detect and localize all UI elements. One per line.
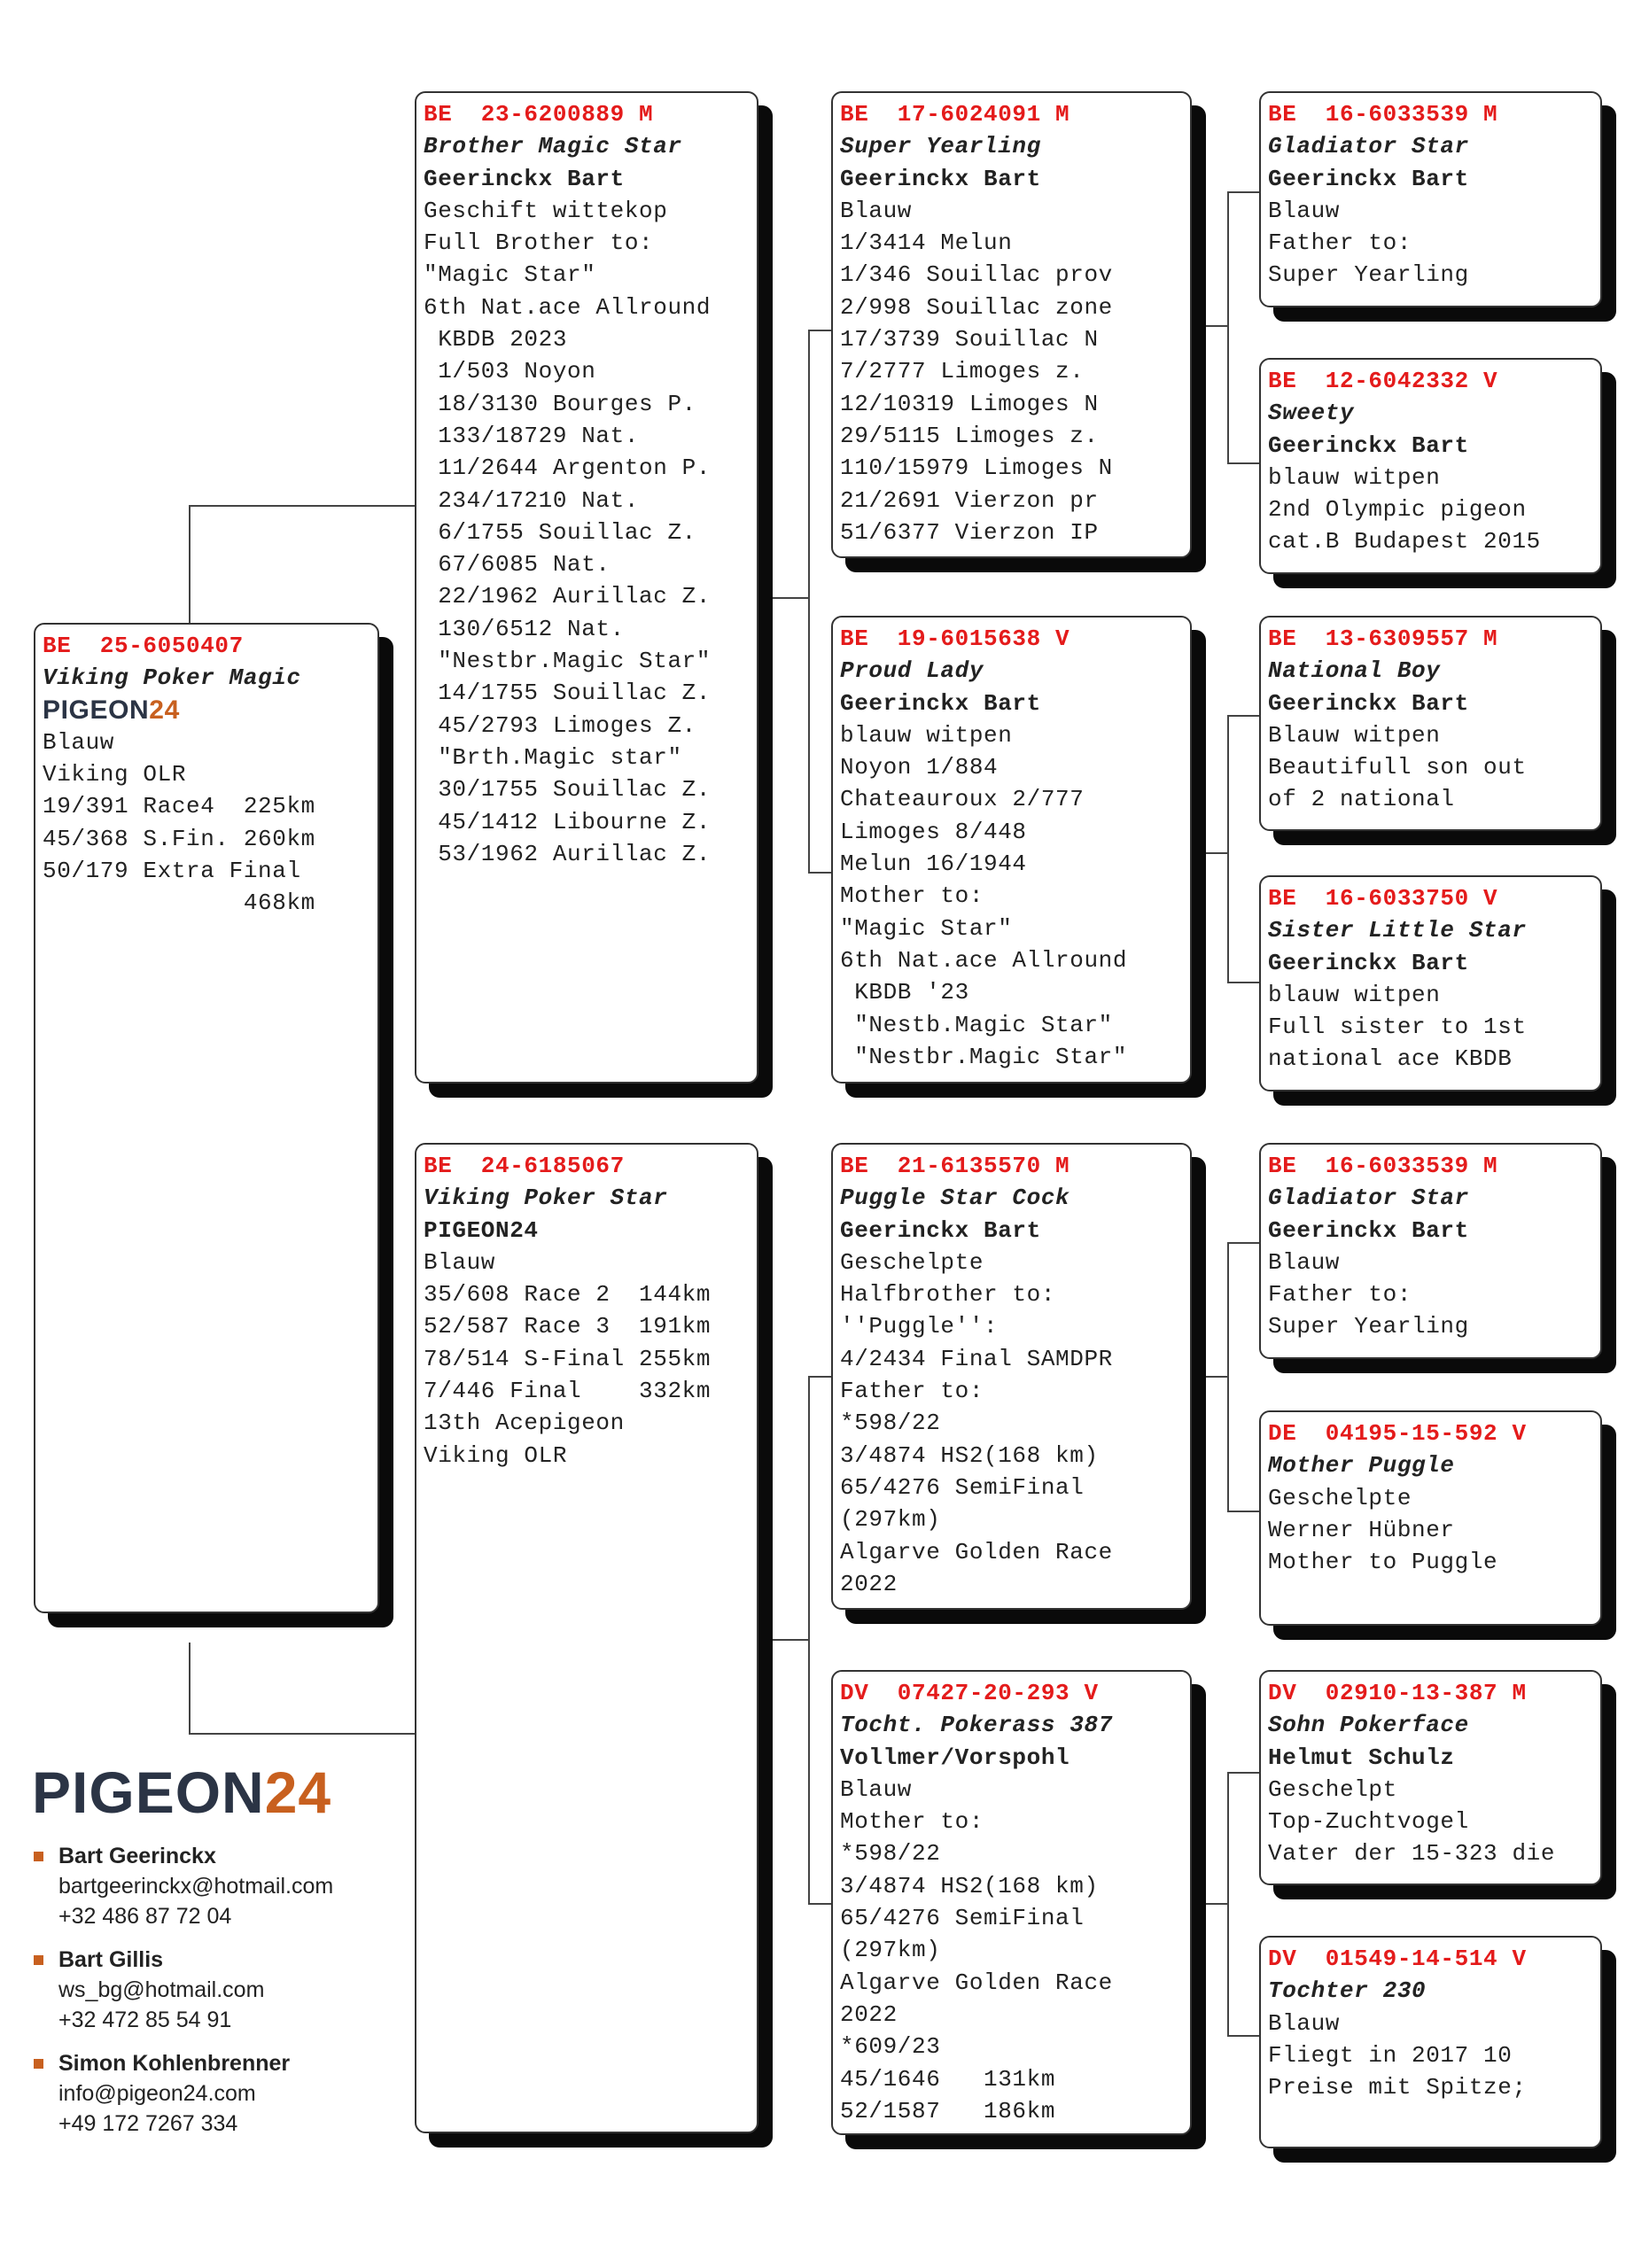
- pedigree-note: 19/391 Race4 225km: [43, 793, 315, 820]
- pedigree-note: Top-Zuchtvogel: [1268, 1808, 1469, 1836]
- pedigree-note: 17/3739 Souillac N: [840, 326, 1099, 353]
- ring-number: BE 19-6015638 V: [840, 625, 1070, 652]
- pedigree-note: KBDB '23: [840, 979, 969, 1006]
- pedigree-note: ''Puggle'':: [840, 1313, 999, 1340]
- ring-number: DE 04195-15-592 V: [1268, 1420, 1527, 1447]
- connector-line: [808, 872, 831, 874]
- pigeon-name: Sohn Pokerface: [1268, 1712, 1469, 1739]
- pedigree-note: 22/1962 Aurillac Z.: [424, 583, 712, 610]
- contact-phone: +32 486 87 72 04: [58, 1904, 232, 1929]
- owner-name: Geerinckx Bart: [1268, 1216, 1469, 1244]
- connector-line: [808, 330, 831, 331]
- connector-line: [808, 330, 810, 872]
- connector-line: [1227, 1511, 1259, 1512]
- pedigree-note: 30/1755 Souillac Z.: [424, 776, 712, 804]
- pedigree-note: 12/10319 Limoges N: [840, 390, 1099, 417]
- pedigree-note: Father to:: [840, 1378, 984, 1405]
- pedigree-note: Blauw: [424, 1248, 496, 1276]
- pedigree-note: 6/1755 Souillac Z.: [424, 518, 696, 546]
- connector-line: [1227, 1242, 1259, 1244]
- pedigree-note: 1/503 Noyon: [424, 358, 596, 385]
- pigeon-name: National Boy: [1268, 657, 1441, 685]
- pedigree-note: 45/368 S.Fin. 260km: [43, 825, 315, 852]
- brand-part-2: 24: [149, 695, 180, 725]
- pedigree-note: 11/2644 Argenton P.: [424, 454, 712, 482]
- connector-line: [758, 1639, 808, 1641]
- contact-email[interactable]: info@pigeon24.com: [58, 2081, 256, 2106]
- brand-part-1: PIGEON: [43, 695, 150, 725]
- connector-line: [1227, 1242, 1229, 1511]
- pedigree-note: Geschelpt: [1268, 1775, 1397, 1803]
- pedigree-note: 45/2793 Limoges Z.: [424, 711, 696, 739]
- contact-entry: [34, 2048, 290, 2139]
- pigeon-name: Viking Poker Magic: [43, 664, 301, 692]
- pedigree-note: Algarve Golden Race: [840, 1538, 1113, 1565]
- pedigree-note: 2022: [840, 1570, 898, 1597]
- pedigree-note: (297km): [840, 1937, 941, 1964]
- pedigree-note: 21/2691 Vierzon pr: [840, 486, 1099, 514]
- ring-number: BE 12-6042332 V: [1268, 368, 1498, 394]
- owner-name: Geerinckx Bart: [424, 165, 625, 192]
- pedigree-note: 2/998 Souillac zone: [840, 293, 1113, 321]
- ring-number: DV 02910-13-387 M: [1268, 1680, 1527, 1706]
- contact-entry: [34, 1841, 333, 1931]
- owner-name: Geerinckx Bart: [1268, 689, 1469, 717]
- connector-line: [808, 1903, 831, 1905]
- great-grandparent-card-mfm: [1259, 1410, 1602, 1626]
- contact-phone: +49 172 7267 334: [58, 2111, 238, 2136]
- pedigree-note: Melun 16/1944: [840, 850, 1027, 878]
- pedigree-note: blauw witpen: [1268, 981, 1441, 1008]
- pedigree-note: 468km: [43, 889, 315, 917]
- pedigree-note: *598/22: [840, 1840, 941, 1868]
- pedigree-note: 13th Acepigeon: [424, 1410, 625, 1437]
- contact-email[interactable]: bartgeerinckx@hotmail.com: [58, 1874, 334, 1899]
- pedigree-note: 18/3130 Bourges P.: [424, 390, 696, 417]
- owner-brand: [43, 695, 377, 726]
- ring-number: BE 23-6200889 M: [424, 101, 654, 128]
- subject-pigeon-card: [34, 623, 379, 1613]
- pedigree-note: "Nestbr.Magic Star": [840, 1043, 1128, 1070]
- pedigree-note: 110/15979 Limoges N: [840, 454, 1113, 482]
- pedigree-note: 53/1962 Aurillac Z.: [424, 840, 712, 867]
- pedigree-note: KBDB 2023: [424, 326, 568, 353]
- pedigree-note: 67/6085 Nat.: [424, 551, 611, 579]
- pedigree-note: 2nd Olympic pigeon: [1268, 496, 1527, 524]
- connector-line: [1227, 2035, 1259, 2037]
- connector-line: [189, 1733, 419, 1735]
- brand-logo: [32, 1761, 331, 1823]
- pedigree-note: *598/22: [840, 1410, 941, 1437]
- pedigree-note: 78/514 S-Final 255km: [424, 1345, 712, 1372]
- pedigree-note: 3/4874 HS2(168 km): [840, 1872, 1099, 1899]
- pigeon-name: Proud Lady: [840, 657, 984, 685]
- owner-name: Geerinckx Bart: [1268, 949, 1469, 976]
- pedigree-note: Father to:: [1268, 1281, 1412, 1309]
- pigeon-name: Sister Little Star: [1268, 917, 1527, 944]
- pedigree-note: Mother to:: [840, 882, 984, 910]
- pedigree-note: Beautifull son out: [1268, 754, 1527, 781]
- bullet-icon: [34, 1955, 43, 1965]
- pigeon-name: Mother Puggle: [1268, 1452, 1455, 1480]
- pedigree-note: Viking OLR: [424, 1441, 568, 1469]
- pedigree-note: cat.B Budapest 2015: [1268, 528, 1541, 555]
- pedigree-note: Blauw: [1268, 1248, 1341, 1276]
- pedigree-note: Viking OLR: [43, 761, 187, 788]
- pedigree-note: 234/17210 Nat.: [424, 486, 640, 514]
- pedigree-note: 130/6512 Nat.: [424, 615, 625, 642]
- pedigree-note: Fliegt in 2017 10: [1268, 2041, 1513, 2069]
- pedigree-note: Blauw: [1268, 2009, 1341, 2037]
- connector-line: [189, 505, 419, 507]
- owner-name: Geerinckx Bart: [1268, 165, 1469, 192]
- pigeon-name: Super Yearling: [840, 133, 1041, 160]
- pedigree-note: of 2 national: [1268, 786, 1455, 813]
- pedigree-note: "Brth.Magic star": [424, 743, 682, 771]
- pedigree-note: Chateauroux 2/777: [840, 786, 1085, 813]
- connector-line: [1192, 1903, 1227, 1905]
- ring-number: DV 07427-20-293 V: [840, 1680, 1099, 1706]
- pedigree-note: Geschift wittekop: [424, 197, 668, 224]
- contact-name: Simon Kohlenbrenner: [58, 2051, 291, 2076]
- ring-number: BE 17-6024091 M: [840, 101, 1070, 128]
- contact-entry: [34, 1945, 264, 2035]
- pedigree-note: Blauw: [1268, 197, 1341, 224]
- connector-line: [1227, 191, 1229, 462]
- connector-line: [189, 505, 191, 625]
- pigeon-name: Brother Magic Star: [424, 133, 682, 160]
- connector-line: [1227, 982, 1259, 983]
- pedigree-note: 1/3414 Melun: [840, 229, 1013, 257]
- pedigree-note: national ace KBDB: [1268, 1045, 1513, 1073]
- owner-name: PIGEON24: [424, 1216, 539, 1244]
- pedigree-note: Blauw: [840, 1775, 913, 1803]
- pedigree-note: 29/5115 Limoges z.: [840, 422, 1099, 449]
- pedigree-note: Full Brother to:: [424, 229, 654, 257]
- great-grandparent-card-ffm: [1259, 358, 1602, 574]
- pigeon-name: Gladiator Star: [1268, 133, 1469, 160]
- pigeon-name: Puggle Star Cock: [840, 1184, 1070, 1212]
- pedigree-note: 1/346 Souillac prov: [840, 261, 1113, 289]
- pedigree-note: 45/1412 Libourne Z.: [424, 808, 712, 835]
- pigeon-name: Tocht. Pokerass 387: [840, 1712, 1113, 1739]
- bullet-icon: [34, 1852, 43, 1861]
- pigeon-name: Sweety: [1268, 400, 1355, 427]
- father-card: [415, 91, 758, 1084]
- pedigree-note: Noyon 1/884: [840, 754, 999, 781]
- pedigree-note: 51/6377 Vierzon IP: [840, 518, 1099, 546]
- owner-name: Helmut Schulz: [1268, 1744, 1455, 1771]
- ring-number: BE 16-6033539 M: [1268, 101, 1498, 128]
- paternal-grandfather-card: [831, 91, 1192, 558]
- pedigree-note: "Nestb.Magic Star": [840, 1011, 1113, 1038]
- pedigree-note: Halfbrother to:: [840, 1281, 1056, 1309]
- great-grandparent-card-fmm: [1259, 875, 1602, 1091]
- great-grandparent-card-fmf: [1259, 616, 1602, 831]
- owner-name: Geerinckx Bart: [840, 1216, 1041, 1244]
- pedigree-note: Preise mit Spitze;: [1268, 2074, 1527, 2101]
- pedigree-note: 52/1587 186km: [840, 2097, 1056, 2124]
- pedigree-note: Super Yearling: [1268, 1313, 1469, 1340]
- pedigree-note: Limoges 8/448: [840, 818, 1027, 845]
- connector-line: [1227, 715, 1259, 717]
- pedigree-note: Geschelpte: [1268, 1484, 1412, 1511]
- maternal-grandfather-card: [831, 1143, 1192, 1610]
- connector-line: [808, 1376, 810, 1903]
- owner-name: Geerinckx Bart: [840, 165, 1041, 192]
- mother-card: [415, 1143, 758, 2133]
- ring-number: BE 24-6185067: [424, 1153, 625, 1179]
- pedigree-note: 65/4276 SemiFinal: [840, 1905, 1085, 1932]
- pedigree-note: Blauw: [43, 728, 115, 756]
- ring-number: BE 16-6033539 M: [1268, 1153, 1498, 1179]
- pigeon-name: Gladiator Star: [1268, 1184, 1469, 1212]
- contact-name: Bart Gillis: [58, 1947, 164, 1972]
- ring-number: BE 16-6033750 V: [1268, 885, 1498, 912]
- great-grandparent-card-mmm: [1259, 1936, 1602, 2148]
- ring-number: BE 21-6135570 M: [840, 1153, 1070, 1179]
- pedigree-note: blauw witpen: [840, 721, 1013, 749]
- pedigree-note: 3/4874 HS2(168 km): [840, 1441, 1099, 1469]
- connector-line: [1227, 1772, 1229, 2035]
- great-grandparent-card-mff: [1259, 1143, 1602, 1359]
- great-grandparent-card-fff: [1259, 91, 1602, 307]
- connector-line: [1192, 852, 1227, 854]
- pedigree-note: 52/587 Race 3 191km: [424, 1313, 712, 1340]
- pedigree-note: 4/2434 Final SAMDPR: [840, 1345, 1113, 1372]
- owner-name: Vollmer/Vorspohl: [840, 1744, 1070, 1771]
- pedigree-note: 133/18729 Nat.: [424, 422, 640, 449]
- pedigree-note: 2022: [840, 2000, 898, 2028]
- ring-number: BE 25-6050407: [43, 633, 244, 659]
- contact-phone: +32 472 85 54 91: [58, 2008, 232, 2032]
- pedigree-note: Full sister to 1st: [1268, 1014, 1527, 1041]
- connector-line: [808, 1376, 831, 1378]
- pedigree-note: "Magic Star": [840, 914, 1013, 942]
- pedigree-note: Mother to:: [840, 1808, 984, 1836]
- contact-email[interactable]: ws_bg@hotmail.com: [58, 1977, 265, 2002]
- pedigree-note: (297km): [840, 1506, 941, 1534]
- logo-part-2: 24: [264, 1759, 332, 1825]
- pedigree-note: Geschelpte: [840, 1248, 984, 1276]
- contact-name: Bart Geerinckx: [58, 1844, 216, 1868]
- owner-name: Geerinckx Bart: [840, 689, 1041, 717]
- pedigree-note: Algarve Golden Race: [840, 1969, 1113, 1996]
- connector-line: [1227, 715, 1229, 982]
- pedigree-note: Werner Hübner: [1268, 1516, 1455, 1543]
- pedigree-note: 35/608 Race 2 144km: [424, 1281, 712, 1309]
- pedigree-note: Vater der 15-323 die: [1268, 1840, 1556, 1868]
- pedigree-note: *609/23: [840, 2033, 941, 2061]
- pedigree-note: Blauw: [840, 197, 913, 224]
- connector-line: [1227, 1772, 1259, 1774]
- ring-number: BE 13-6309557 M: [1268, 625, 1498, 652]
- connector-line: [1227, 462, 1259, 464]
- pedigree-note: 65/4276 SemiFinal: [840, 1473, 1085, 1501]
- pedigree-note: 7/2777 Limoges z.: [840, 358, 1085, 385]
- bullet-icon: [34, 2059, 43, 2069]
- connector-line: [1192, 325, 1227, 327]
- paternal-grandmother-card: [831, 616, 1192, 1084]
- pedigree-note: Mother to Puggle: [1268, 1549, 1498, 1576]
- pedigree-note: 50/179 Extra Final: [43, 858, 301, 885]
- owner-name: Geerinckx Bart: [1268, 431, 1469, 459]
- connector-line: [1192, 1376, 1227, 1378]
- pedigree-note: Father to:: [1268, 229, 1412, 257]
- pedigree-note: blauw witpen: [1268, 463, 1441, 491]
- pedigree-note: "Magic Star": [424, 261, 596, 289]
- pedigree-note: "Nestbr.Magic Star": [424, 648, 712, 675]
- connector-line: [758, 597, 808, 599]
- ring-number: DV 01549-14-514 V: [1268, 1946, 1527, 1972]
- great-grandparent-card-mmf: [1259, 1670, 1602, 1885]
- pedigree-note: 45/1646 131km: [840, 2065, 1056, 2093]
- pigeon-name: Tochter 230: [1268, 1977, 1427, 2005]
- pigeon-name: Viking Poker Star: [424, 1184, 668, 1212]
- pedigree-note: Blauw witpen: [1268, 721, 1441, 749]
- pedigree-note: 7/446 Final 332km: [424, 1378, 712, 1405]
- connector-line: [189, 1643, 191, 1733]
- pedigree-note: 6th Nat.ace Allround: [840, 946, 1128, 974]
- pedigree-note: 6th Nat.ace Allround: [424, 293, 712, 321]
- maternal-grandmother-card: [831, 1670, 1192, 2135]
- logo-part-1: PIGEON: [32, 1759, 265, 1825]
- connector-line: [1227, 191, 1259, 193]
- pedigree-note: 14/1755 Souillac Z.: [424, 680, 712, 707]
- pedigree-note: Super Yearling: [1268, 261, 1469, 289]
